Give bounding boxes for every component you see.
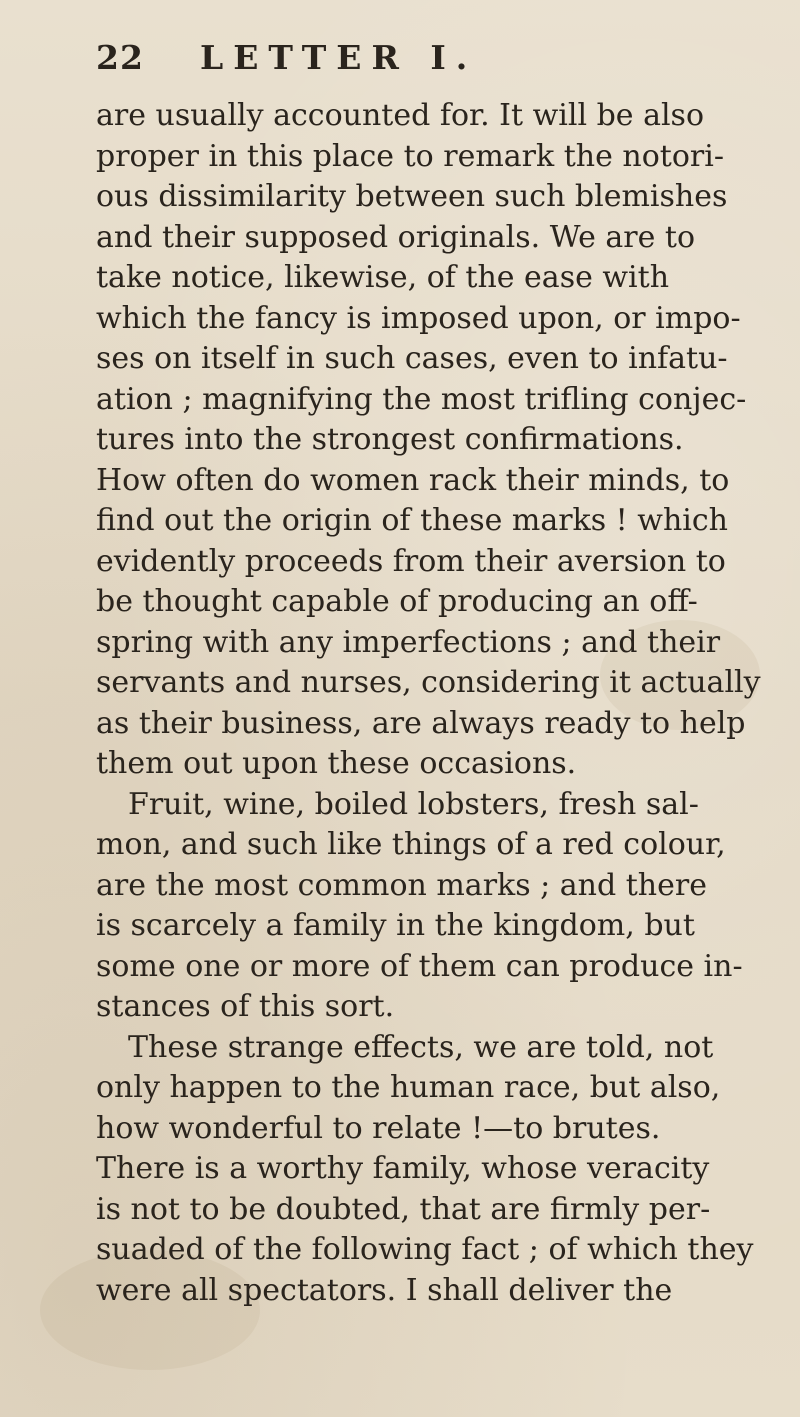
text-line: stances of this sort. (96, 989, 395, 1024)
text-line: ous dissimilarity between such blemishes (96, 179, 728, 214)
text-line: find out the origin of these marks ! which (96, 503, 728, 538)
text-line: mon, and such like things of a red colour, (96, 827, 726, 862)
page-number: 22 (96, 38, 144, 77)
text-line: evidently proceeds from their aversion to (96, 543, 726, 579)
text-line: take notice, likewise, of the ease with (96, 260, 670, 295)
text-line: are the most common marks ; and there (96, 867, 707, 903)
text-line: How often do women rack their minds, to (96, 462, 730, 498)
text-line: and their supposed originals. We are to (96, 219, 696, 255)
text-line-paragraph-start: Fruit, wine, boiled lobsters, fresh sal- (128, 786, 699, 822)
text-line: them out upon these occasions. (96, 746, 577, 781)
text-line: as their business, are always ready to help (96, 705, 746, 741)
body-text (96, 96, 768, 1311)
text-line: be thought capable of producing an off- (96, 584, 698, 619)
text-line-paragraph-start: These strange effects, we are told, not (128, 1029, 714, 1065)
text-line: is not to be doubted, that are firmly per- (96, 1191, 711, 1227)
text-line: ses on itself in such cases, even to infatu- (96, 341, 728, 376)
text-line: tures into the strongest confirmations. (96, 422, 684, 457)
running-head (96, 36, 736, 80)
text-line: were all spectators. I shall deliver the (96, 1272, 673, 1308)
text-line: are usually accounted for. It will be also (96, 98, 705, 133)
text-line: which the fancy is imposed upon, or impo- (96, 300, 741, 336)
text-line: There is a worthy family, whose veracity (96, 1151, 710, 1186)
text-line: some one or more of them can produce in- (96, 948, 743, 984)
text-line: how wonderful to relate !—to brutes. (96, 1110, 661, 1146)
text-line: ation ; magnifying the most trifling conjec- (96, 381, 747, 417)
text-line: spring with any imperfections ; and their (96, 624, 721, 660)
text-line: suaded of the following fact ; of which they (96, 1232, 754, 1267)
running-title: LETTER I. (200, 38, 478, 77)
text-line: is scarcely a family in the kingdom, but (96, 908, 695, 943)
text-line: only happen to the human race, but also, (96, 1070, 721, 1105)
text-line: servants and nurses, considering it actually (96, 665, 761, 700)
text-line: proper in this place to remark the notori- (96, 138, 724, 174)
